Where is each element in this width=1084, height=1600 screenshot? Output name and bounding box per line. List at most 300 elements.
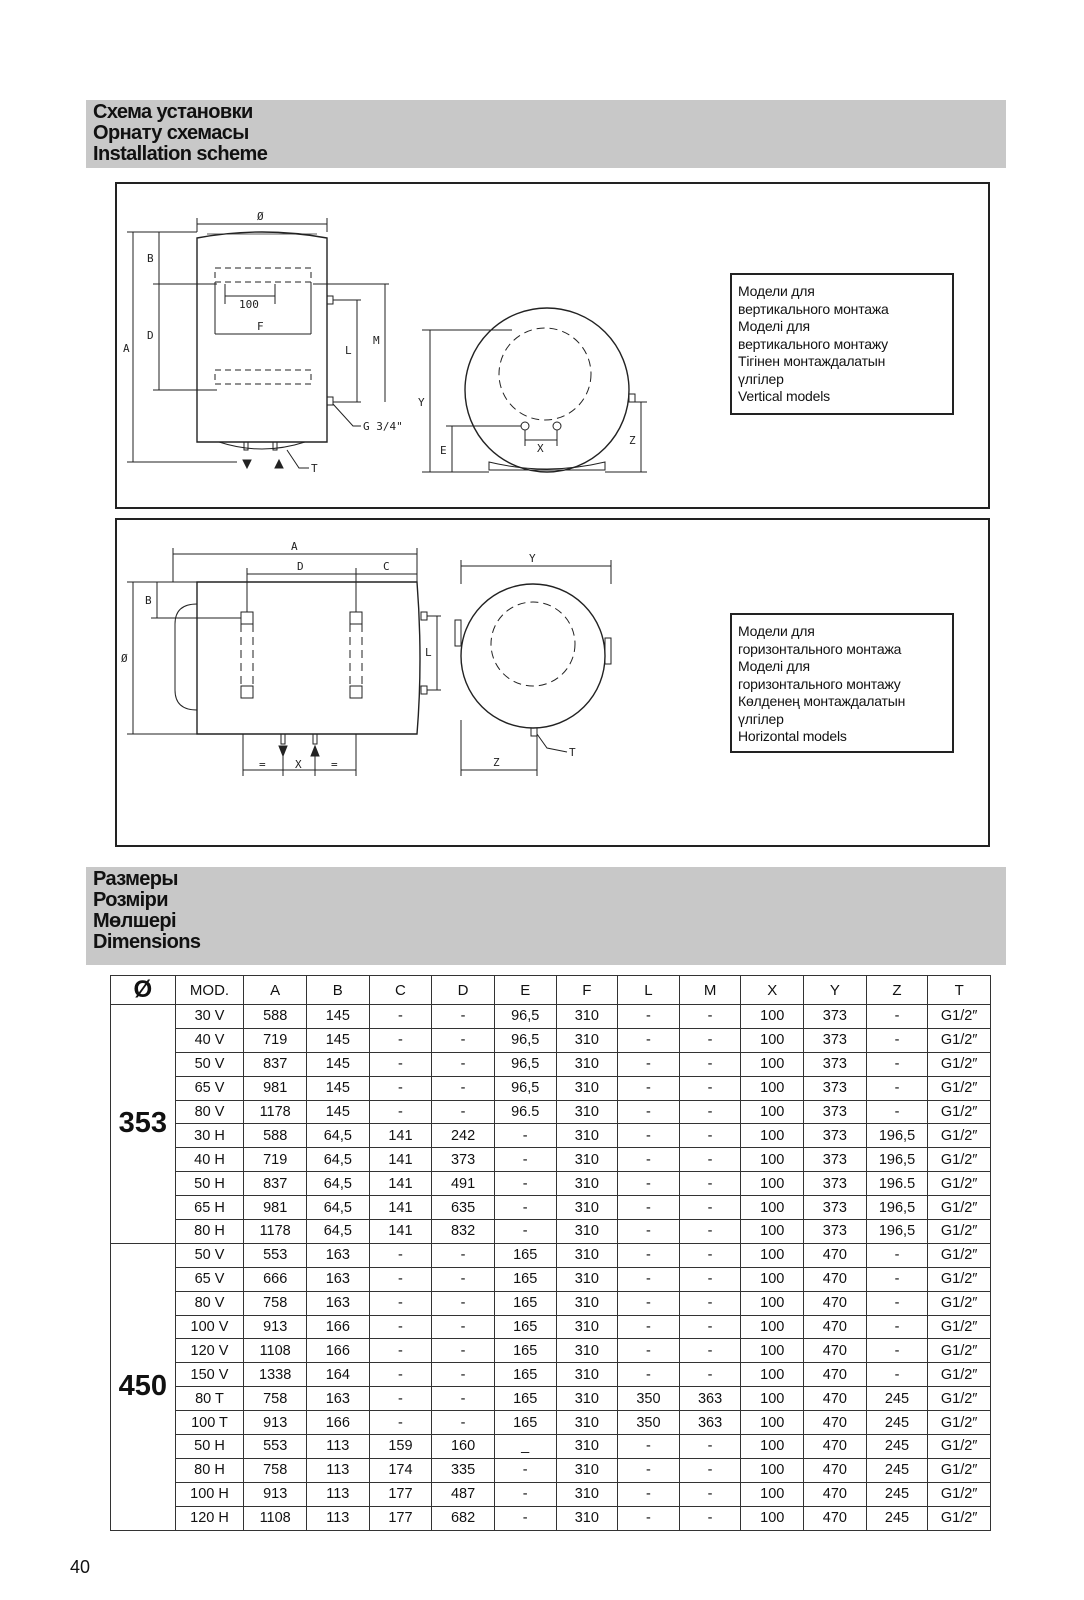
legend-line: вертикального монтажа <box>738 300 889 317</box>
legend-line: Vertical models <box>738 388 830 404</box>
model-cell: 80 V <box>175 1100 244 1124</box>
value-cell: 163 <box>306 1267 369 1291</box>
value-cell: G1/2″ <box>928 1196 991 1220</box>
value-cell: 837 <box>244 1172 307 1196</box>
value-cell: - <box>369 1267 432 1291</box>
value-cell: - <box>432 1052 495 1076</box>
value-cell: - <box>679 1196 741 1220</box>
value-cell: 310 <box>556 1196 618 1220</box>
table-row <box>111 1339 991 1363</box>
value-cell: - <box>494 1124 556 1148</box>
value-cell: - <box>369 1028 432 1052</box>
table-row <box>111 1028 991 1052</box>
dim-x-label: X <box>537 442 544 455</box>
model-cell: 120 H <box>175 1506 244 1530</box>
value-cell: 758 <box>244 1387 307 1411</box>
dim-z-label: Z <box>629 434 636 447</box>
legend-line: Моделі для <box>738 658 810 674</box>
value-cell: - <box>494 1148 556 1172</box>
model-cell: 50 V <box>175 1052 244 1076</box>
dim-a-label: A <box>123 342 130 355</box>
value-cell: - <box>618 1458 680 1482</box>
value-cell: - <box>432 1243 495 1267</box>
column-header: F <box>556 976 618 1005</box>
value-cell: - <box>494 1506 556 1530</box>
value-cell: 470 <box>804 1243 867 1267</box>
value-cell: 196,5 <box>866 1220 928 1244</box>
diameter-group-cell: 353 <box>111 1005 176 1244</box>
value-cell: 758 <box>244 1291 307 1315</box>
dim-l-label: L <box>345 344 352 357</box>
value-cell: - <box>369 1052 432 1076</box>
value-cell: 310 <box>556 1387 618 1411</box>
value-cell: 100 <box>741 1243 804 1267</box>
value-cell: - <box>866 1267 928 1291</box>
value-cell: 100 <box>741 1291 804 1315</box>
legend-line: горизонтального монтажа <box>738 640 902 657</box>
value-cell: - <box>494 1220 556 1244</box>
value-cell: - <box>866 1052 928 1076</box>
value-cell: 165 <box>494 1315 556 1339</box>
legend-line: Модели для <box>738 283 815 299</box>
value-cell: - <box>618 1315 680 1339</box>
value-cell: 245 <box>866 1435 928 1459</box>
table-row <box>111 1100 991 1124</box>
value-cell: 310 <box>556 1052 618 1076</box>
table-row <box>111 1267 991 1291</box>
value-cell: G1/2″ <box>928 1243 991 1267</box>
value-cell: - <box>432 1291 495 1315</box>
value-cell: 1108 <box>244 1339 307 1363</box>
value-cell: G1/2″ <box>928 1220 991 1244</box>
value-cell: 1108 <box>244 1506 307 1530</box>
value-cell: - <box>369 1339 432 1363</box>
column-header: L <box>618 976 680 1005</box>
value-cell: 373 <box>804 1076 867 1100</box>
column-header: B <box>306 976 369 1005</box>
model-cell: 30 H <box>175 1124 244 1148</box>
value-cell: - <box>369 1291 432 1315</box>
value-cell: 163 <box>306 1387 369 1411</box>
table-row <box>111 1506 991 1530</box>
value-cell: 145 <box>306 1005 369 1029</box>
value-cell: 64,5 <box>306 1148 369 1172</box>
value-cell: - <box>679 1243 741 1267</box>
table-row <box>111 1411 991 1435</box>
value-cell: G1/2″ <box>928 1005 991 1029</box>
model-cell: 40 H <box>175 1148 244 1172</box>
dim-m-label: M <box>373 334 380 347</box>
model-cell: 65 V <box>175 1267 244 1291</box>
value-cell: 245 <box>866 1458 928 1482</box>
legend-line: үлгілер <box>738 710 784 727</box>
dim-b-label: B <box>147 252 154 265</box>
value-cell: 373 <box>804 1220 867 1244</box>
value-cell: 245 <box>866 1506 928 1530</box>
value-cell: - <box>679 1005 741 1029</box>
value-cell: 113 <box>306 1458 369 1482</box>
value-cell: - <box>866 1363 928 1387</box>
value-cell: - <box>618 1506 680 1530</box>
value-cell: 100 <box>741 1100 804 1124</box>
value-cell: 1338 <box>244 1363 307 1387</box>
value-cell: 470 <box>804 1458 867 1482</box>
model-cell: 30 V <box>175 1005 244 1029</box>
header-line-ru: Размеры <box>93 868 178 890</box>
value-cell: 160 <box>432 1435 495 1459</box>
table-row <box>111 1315 991 1339</box>
value-cell: - <box>679 1124 741 1148</box>
column-header: MOD. <box>175 976 244 1005</box>
table-row <box>111 1052 991 1076</box>
value-cell: G1/2″ <box>928 1482 991 1506</box>
value-cell: 487 <box>432 1482 495 1506</box>
value-cell: 373 <box>804 1028 867 1052</box>
value-cell: 141 <box>369 1172 432 1196</box>
value-cell: 470 <box>804 1411 867 1435</box>
value-cell: 113 <box>306 1435 369 1459</box>
header-line-uk: Розміри <box>93 889 168 911</box>
value-cell: G1/2″ <box>928 1172 991 1196</box>
value-cell: - <box>432 1315 495 1339</box>
value-cell: 363 <box>679 1411 741 1435</box>
value-cell: 470 <box>804 1339 867 1363</box>
value-cell: 470 <box>804 1291 867 1315</box>
value-cell: 165 <box>494 1411 556 1435</box>
value-cell: - <box>369 1315 432 1339</box>
value-cell: 310 <box>556 1435 618 1459</box>
value-cell: - <box>618 1172 680 1196</box>
value-cell: - <box>432 1076 495 1100</box>
value-cell: 837 <box>244 1052 307 1076</box>
model-cell: 40 V <box>175 1028 244 1052</box>
installation-scheme-header <box>86 100 1006 168</box>
value-cell: 165 <box>494 1339 556 1363</box>
legend-line: горизонтального монтажу <box>738 675 901 692</box>
value-cell: 310 <box>556 1220 618 1244</box>
value-cell: 981 <box>244 1076 307 1100</box>
column-header: Y <box>804 976 867 1005</box>
value-cell: 310 <box>556 1100 618 1124</box>
dim-y-label: Y <box>529 552 536 565</box>
value-cell: 177 <box>369 1482 432 1506</box>
value-cell: 196,5 <box>866 1124 928 1148</box>
value-cell: 335 <box>432 1458 495 1482</box>
value-cell: G1/2″ <box>928 1435 991 1459</box>
value-cell: 666 <box>244 1267 307 1291</box>
value-cell: - <box>618 1435 680 1459</box>
value-cell: G1/2″ <box>928 1339 991 1363</box>
value-cell: 719 <box>244 1148 307 1172</box>
value-cell: 196,5 <box>866 1148 928 1172</box>
value-cell: 141 <box>369 1220 432 1244</box>
value-cell: - <box>679 1482 741 1506</box>
value-cell: - <box>432 1339 495 1363</box>
legend-line: Horizontal models <box>738 728 847 744</box>
model-cell: 65 V <box>175 1076 244 1100</box>
value-cell: G1/2″ <box>928 1148 991 1172</box>
table-row <box>111 1196 991 1220</box>
column-header: E <box>494 976 556 1005</box>
value-cell: 196.5 <box>866 1172 928 1196</box>
value-cell: - <box>679 1028 741 1052</box>
table-row <box>111 1005 991 1029</box>
value-cell: - <box>369 1387 432 1411</box>
value-cell: - <box>679 1148 741 1172</box>
value-cell: - <box>618 1124 680 1148</box>
value-cell: 145 <box>306 1076 369 1100</box>
value-cell: 196,5 <box>866 1196 928 1220</box>
value-cell: - <box>494 1196 556 1220</box>
legend-line: үлгілер <box>738 370 784 387</box>
value-cell: - <box>679 1315 741 1339</box>
header-line-en: Installation scheme <box>93 143 268 165</box>
value-cell: 96,5 <box>494 1005 556 1029</box>
table-row <box>111 1482 991 1506</box>
value-cell: 100 <box>741 1220 804 1244</box>
thread-size-label: G 3/4" <box>363 420 403 433</box>
table-row <box>111 1220 991 1244</box>
value-cell: - <box>618 1076 680 1100</box>
value-cell: 113 <box>306 1506 369 1530</box>
value-cell: G1/2″ <box>928 1076 991 1100</box>
value-cell: 96,5 <box>494 1076 556 1100</box>
legend-line: Көлденең монтаждалатын <box>738 693 906 709</box>
value-cell: 64,5 <box>306 1196 369 1220</box>
value-cell: - <box>432 1028 495 1052</box>
value-cell: 64,5 <box>306 1172 369 1196</box>
dim-x-label: X <box>295 758 302 771</box>
value-cell: - <box>369 1243 432 1267</box>
value-cell: - <box>494 1172 556 1196</box>
value-cell: 100 <box>741 1148 804 1172</box>
value-cell: - <box>432 1267 495 1291</box>
value-cell: 145 <box>306 1028 369 1052</box>
value-cell: - <box>618 1339 680 1363</box>
value-cell: 832 <box>432 1220 495 1244</box>
value-cell: 310 <box>556 1482 618 1506</box>
value-cell: G1/2″ <box>928 1315 991 1339</box>
header-line-kk: Мөлшері <box>93 910 176 932</box>
value-cell: - <box>679 1291 741 1315</box>
table-row <box>111 1291 991 1315</box>
value-cell: - <box>369 1411 432 1435</box>
value-cell: - <box>618 1291 680 1315</box>
value-cell: 491 <box>432 1172 495 1196</box>
connection-t-label: T <box>569 746 576 759</box>
value-cell: - <box>618 1482 680 1506</box>
value-cell: G1/2″ <box>928 1100 991 1124</box>
value-cell: - <box>618 1005 680 1029</box>
legend-line: Тігінен монтаждалатын <box>738 353 886 369</box>
dim-f-label: F <box>257 320 264 333</box>
value-cell: - <box>432 1005 495 1029</box>
value-cell: 165 <box>494 1363 556 1387</box>
value-cell: 145 <box>306 1052 369 1076</box>
value-cell: 310 <box>556 1363 618 1387</box>
value-cell: 100 <box>741 1458 804 1482</box>
table-row <box>111 1435 991 1459</box>
value-cell: 635 <box>432 1196 495 1220</box>
model-cell: 100 H <box>175 1482 244 1506</box>
value-cell: 310 <box>556 1506 618 1530</box>
value-cell: 310 <box>556 1291 618 1315</box>
value-cell: 310 <box>556 1124 618 1148</box>
value-cell: G1/2″ <box>928 1387 991 1411</box>
value-cell: G1/2″ <box>928 1124 991 1148</box>
value-cell: 373 <box>804 1124 867 1148</box>
value-cell: 310 <box>556 1315 618 1339</box>
value-cell: 373 <box>804 1172 867 1196</box>
value-cell: - <box>369 1005 432 1029</box>
vertical-models-diagram-panel <box>115 182 990 509</box>
value-cell: 164 <box>306 1363 369 1387</box>
horizontal-models-legend <box>730 613 954 753</box>
value-cell: - <box>866 1339 928 1363</box>
value-cell: 310 <box>556 1243 618 1267</box>
value-cell: - <box>679 1172 741 1196</box>
value-cell: 682 <box>432 1506 495 1530</box>
value-cell: - <box>432 1387 495 1411</box>
dim-100-label: 100 <box>239 298 259 311</box>
legend-line: Моделі для <box>738 318 810 334</box>
value-cell: 719 <box>244 1028 307 1052</box>
value-cell: 373 <box>804 1100 867 1124</box>
dim-y-label: Y <box>418 396 425 409</box>
dim-b-label: B <box>145 594 152 607</box>
value-cell: 245 <box>866 1482 928 1506</box>
model-cell: 80 T <box>175 1387 244 1411</box>
header-line-ru: Схема установки <box>93 101 253 123</box>
value-cell: - <box>866 1076 928 1100</box>
dim-eq-left-label: = <box>259 758 266 771</box>
value-cell: 310 <box>556 1458 618 1482</box>
value-cell: 553 <box>244 1243 307 1267</box>
value-cell: G1/2″ <box>928 1291 991 1315</box>
value-cell: _ <box>494 1435 556 1459</box>
value-cell: G1/2″ <box>928 1267 991 1291</box>
value-cell: 363 <box>679 1387 741 1411</box>
table-row <box>111 1076 991 1100</box>
value-cell: G1/2″ <box>928 1411 991 1435</box>
value-cell: 174 <box>369 1458 432 1482</box>
value-cell: 96,5 <box>494 1052 556 1076</box>
column-header: A <box>244 976 307 1005</box>
value-cell: 165 <box>494 1267 556 1291</box>
value-cell: 373 <box>804 1052 867 1076</box>
diameter-group-cell: 450 <box>111 1243 176 1530</box>
value-cell: 163 <box>306 1291 369 1315</box>
table-row <box>111 1172 991 1196</box>
table-row <box>111 1363 991 1387</box>
value-cell: - <box>866 1028 928 1052</box>
model-cell: 120 V <box>175 1339 244 1363</box>
value-cell: - <box>679 1339 741 1363</box>
dim-diameter-label: Ø <box>121 652 128 665</box>
dim-e-label: E <box>440 444 447 457</box>
value-cell: 100 <box>741 1052 804 1076</box>
column-header: D <box>432 976 495 1005</box>
table-row <box>111 1458 991 1482</box>
value-cell: - <box>369 1076 432 1100</box>
value-cell: 177 <box>369 1506 432 1530</box>
value-cell: - <box>679 1220 741 1244</box>
value-cell: 470 <box>804 1363 867 1387</box>
value-cell: 310 <box>556 1339 618 1363</box>
column-header: C <box>369 976 432 1005</box>
value-cell: G1/2″ <box>928 1458 991 1482</box>
value-cell: - <box>618 1052 680 1076</box>
value-cell: 165 <box>494 1243 556 1267</box>
value-cell: 245 <box>866 1387 928 1411</box>
model-cell: 150 V <box>175 1363 244 1387</box>
value-cell: - <box>866 1243 928 1267</box>
value-cell: - <box>679 1363 741 1387</box>
value-cell: 373 <box>804 1148 867 1172</box>
dim-eq-right-label: = <box>331 758 338 771</box>
value-cell: - <box>679 1267 741 1291</box>
value-cell: 166 <box>306 1411 369 1435</box>
table-row <box>111 1124 991 1148</box>
value-cell: 141 <box>369 1124 432 1148</box>
diameter-column-header: Ø <box>111 976 176 1005</box>
legend-line: Модели для <box>738 623 815 639</box>
value-cell: - <box>618 1267 680 1291</box>
value-cell: 100 <box>741 1267 804 1291</box>
value-cell: - <box>618 1220 680 1244</box>
dim-diameter-label: Ø <box>257 210 264 223</box>
value-cell: 100 <box>741 1339 804 1363</box>
value-cell: 470 <box>804 1387 867 1411</box>
value-cell: 350 <box>618 1387 680 1411</box>
value-cell: - <box>679 1435 741 1459</box>
value-cell: 350 <box>618 1411 680 1435</box>
model-cell: 65 H <box>175 1196 244 1220</box>
value-cell: 913 <box>244 1315 307 1339</box>
value-cell: 588 <box>244 1124 307 1148</box>
column-header: Z <box>866 976 928 1005</box>
header-line-kk: Орнату схемасы <box>93 122 249 144</box>
value-cell: 165 <box>494 1291 556 1315</box>
value-cell: 1178 <box>244 1220 307 1244</box>
value-cell: 100 <box>741 1435 804 1459</box>
value-cell: - <box>494 1482 556 1506</box>
dim-a-label: A <box>291 540 298 553</box>
value-cell: - <box>679 1052 741 1076</box>
value-cell: 310 <box>556 1148 618 1172</box>
value-cell: 310 <box>556 1267 618 1291</box>
value-cell: 470 <box>804 1506 867 1530</box>
value-cell: 470 <box>804 1482 867 1506</box>
value-cell: 245 <box>866 1411 928 1435</box>
value-cell: 100 <box>741 1411 804 1435</box>
page-number: 40 <box>70 1557 91 1577</box>
model-cell: 100 V <box>175 1315 244 1339</box>
value-cell: 100 <box>741 1506 804 1530</box>
value-cell: 758 <box>244 1458 307 1482</box>
model-cell: 100 T <box>175 1411 244 1435</box>
value-cell: 1178 <box>244 1100 307 1124</box>
value-cell: - <box>866 1315 928 1339</box>
value-cell: 100 <box>741 1196 804 1220</box>
value-cell: 100 <box>741 1028 804 1052</box>
value-cell: 373 <box>804 1005 867 1029</box>
value-cell: - <box>432 1363 495 1387</box>
value-cell: 553 <box>244 1435 307 1459</box>
legend-line: вертикального монтажу <box>738 335 888 352</box>
value-cell: - <box>432 1411 495 1435</box>
value-cell: - <box>618 1100 680 1124</box>
